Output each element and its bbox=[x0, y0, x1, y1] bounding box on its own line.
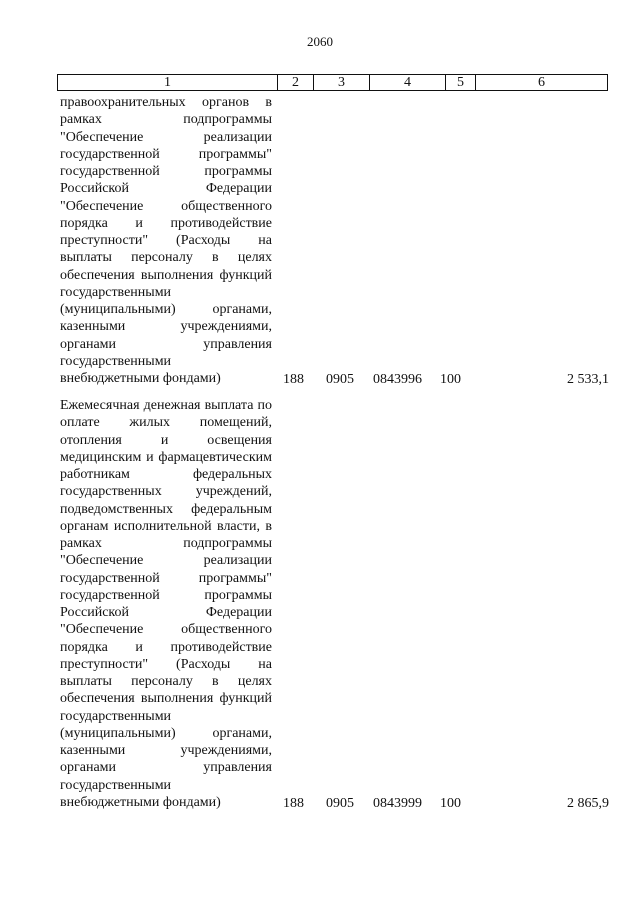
row-1-ministry: 188 bbox=[283, 372, 304, 387]
row-2-section: 0905 bbox=[326, 796, 354, 811]
row-1-amount: 2 533,1 bbox=[567, 372, 609, 387]
table-header bbox=[57, 74, 608, 91]
row-2-expense-type: 100 bbox=[440, 796, 461, 811]
column-header-5: 5 bbox=[446, 75, 476, 90]
column-header-6: 6 bbox=[538, 75, 545, 90]
row-2-amount: 2 865,9 bbox=[567, 796, 609, 811]
column-header-3: 3 bbox=[314, 75, 370, 90]
column-header-2: 2 bbox=[278, 75, 314, 90]
column-header-4: 4 bbox=[370, 75, 446, 90]
row-2-ministry: 188 bbox=[283, 796, 304, 811]
row-1-description: правоохранительных органов в рамках подпрограммы "Обеспечение реализации государственной программы" государственной программы Российской Федерации "Обеспечение общественного порядка и противодействие преступности" (Расходы на выплаты персоналу в целях обеспечения выполнения функций государственными (муниципальными) органами, казенными учреждениями, органами управления государственными внебюджетными фондами) bbox=[60, 95, 272, 386]
page-number: 2060 bbox=[307, 34, 333, 49]
column-header-1: 1 bbox=[58, 75, 278, 90]
row-1-expense-type: 100 bbox=[440, 372, 461, 387]
row-2-target: 0843999 bbox=[373, 796, 422, 811]
row-2-description: Ежемесячная денежная выплата по оплате жилых помещений, отопления и освещения медицинским и фармацевтическим работникам федеральных государственных учреждений, подведомственных федеральным органам исполнительной власти, в рамках подпрограммы "Обеспечение реализации государственной программы" государственной программы Российской Федерации "Обеспечение общественного порядка и противодействие преступности" (Расходы на выплаты персоналу в целях обеспечения выполнения функций государственными (муниципальными) органами, казенными учреждениями, органами управления государственными внебюджетными фондами) bbox=[60, 398, 272, 810]
row-1-target: 0843996 bbox=[373, 372, 422, 387]
row-1-section: 0905 bbox=[326, 372, 354, 387]
